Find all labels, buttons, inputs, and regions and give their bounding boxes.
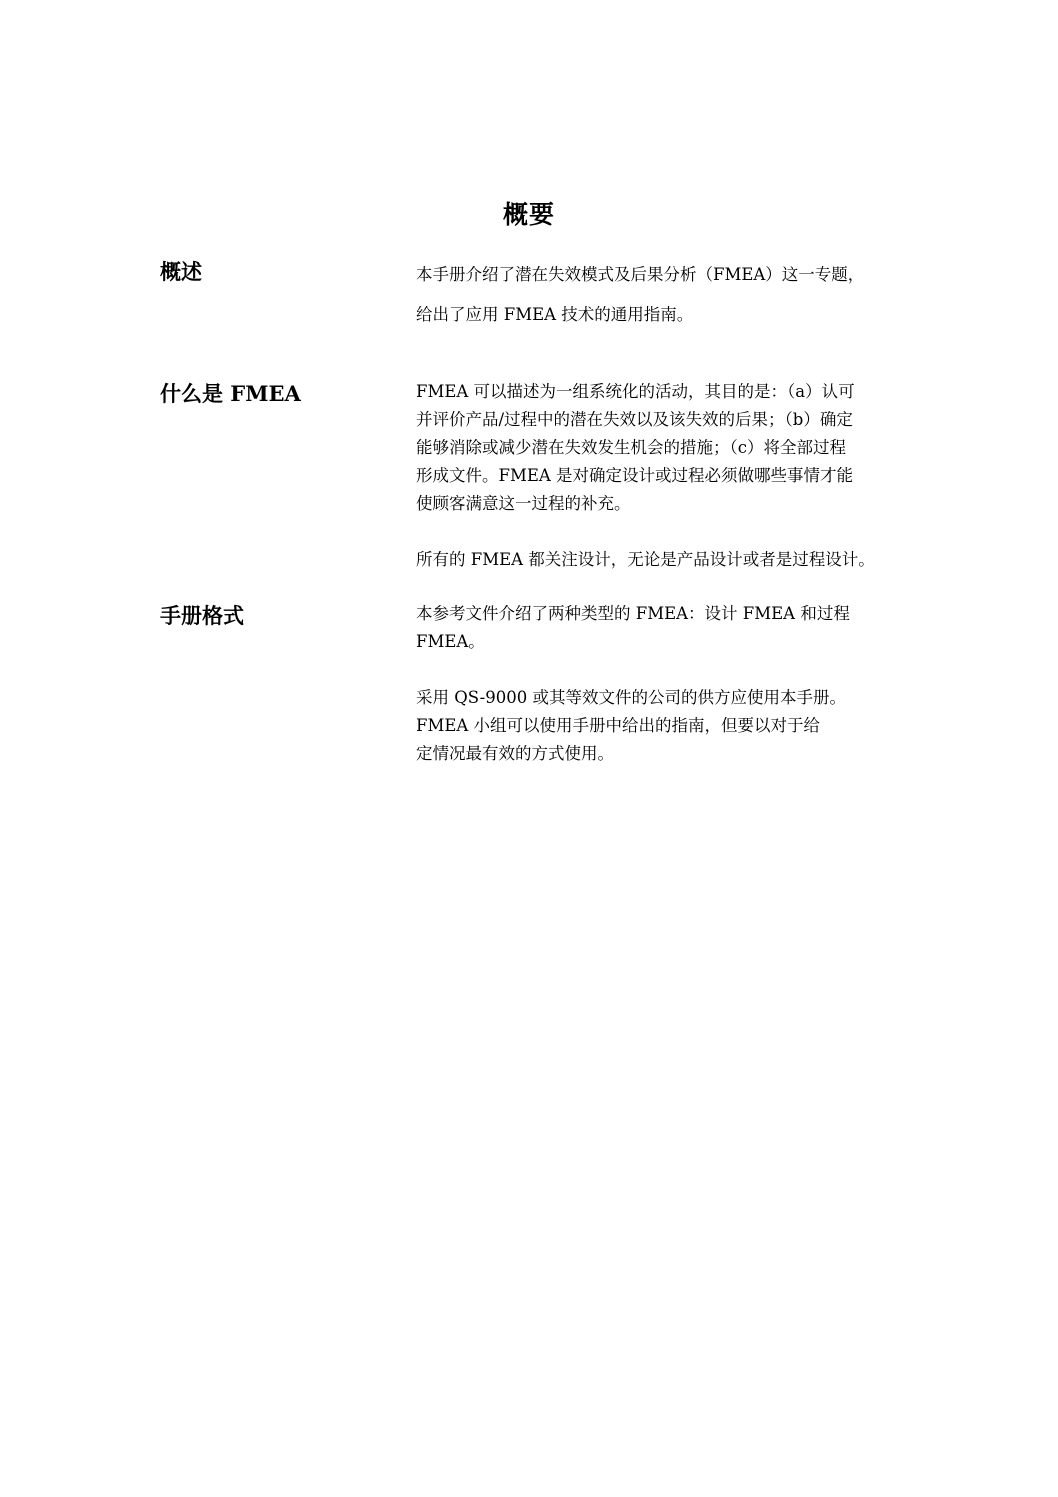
text-line: FMEA 可以描述为一组系统化的活动，其目的是：（a）认可 [416, 382, 855, 401]
section-body-overview [416, 255, 906, 363]
text-line: 采用 QS-9000 或其等效文件的公司的供方应使用本手册。 [416, 688, 846, 707]
paragraph [416, 378, 906, 518]
text-line: FMEA。 [416, 632, 485, 651]
text-line: FMEA 小组可以使用手册中给出的指南，但要以对于给 [416, 716, 821, 735]
page-title: 概要 [502, 200, 555, 229]
paragraph [416, 600, 906, 656]
text-line: 使顾客满意这一过程的补充。 [416, 494, 631, 513]
text-line: 并评价产品/过程中的潜在失效以及该失效的后果；（b）确定 [416, 410, 853, 429]
paragraph [416, 255, 906, 335]
section-heading-overview: 概述 [160, 259, 202, 284]
text-line: 形成文件。FMEA 是对确定设计或过程必须做哪些事情才能 [416, 466, 854, 485]
text-line: 本参考文件介绍了两种类型的 FMEA：设计 FMEA 和过程 [416, 604, 850, 623]
text-line: 所有的 FMEA 都关注设计，无论是产品设计或者是过程设计。 [416, 550, 875, 569]
section-heading-what-is-fmea: 什么是 FMEA [160, 381, 301, 406]
section-body-what-is-fmea [416, 378, 906, 602]
section-body-manual-format [416, 600, 906, 796]
text-line: 给出了应用 FMEA 技术的通用指南。 [416, 305, 694, 324]
text-line: 本手册介绍了潜在失效模式及后果分析（FMEA）这一专题， [416, 265, 865, 284]
text-line: 定情况最有效的方式使用。 [416, 744, 614, 763]
section-heading-manual-format: 手册格式 [160, 603, 244, 628]
text-line: 能够消除或减少潜在失效发生机会的措施；（c）将全部过程 [416, 438, 846, 457]
paragraph [416, 684, 906, 768]
paragraph [416, 546, 906, 574]
